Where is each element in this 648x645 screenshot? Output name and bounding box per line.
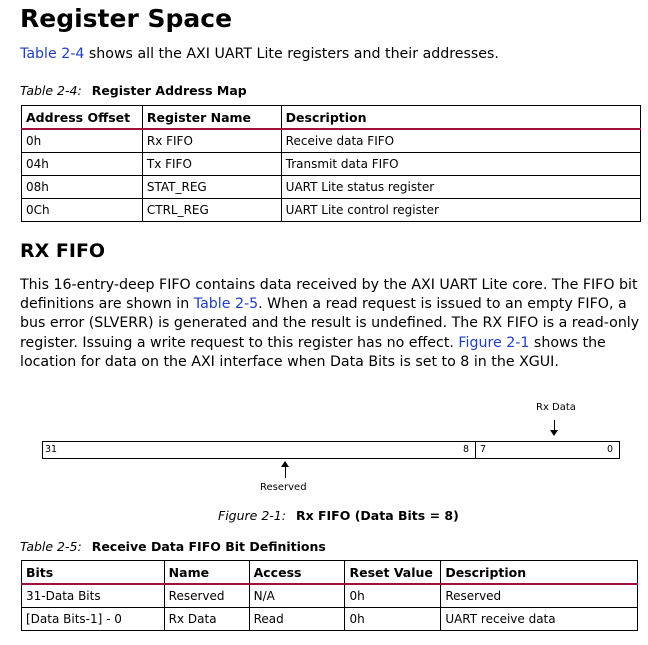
cell: 04h bbox=[22, 153, 143, 176]
cell: CTRL_REG bbox=[142, 199, 281, 222]
cell: 0h bbox=[345, 584, 441, 608]
paragraph-text: shows the location for data on the AXI interface when Data Bits is set to 8 in the XGUI. bbox=[20, 334, 606, 370]
table2-caption bbox=[20, 539, 326, 554]
figure-title: Rx FIFO (Data Bits = 8) bbox=[295, 508, 459, 523]
figure-label: Figure 2-1: bbox=[218, 508, 286, 523]
rx-data-field bbox=[475, 441, 620, 459]
table-header-row bbox=[22, 561, 638, 585]
col-header: Description bbox=[281, 106, 640, 130]
cell: 0h bbox=[22, 129, 143, 153]
cell: Reserved bbox=[164, 584, 249, 608]
col-header: Description bbox=[441, 561, 638, 585]
cell: UART Lite status register bbox=[281, 176, 640, 199]
table1-title: Register Address Map bbox=[91, 83, 247, 98]
cell: Read bbox=[249, 608, 345, 631]
col-header: Register Name bbox=[142, 106, 281, 130]
cell: Transmit data FIFO bbox=[281, 153, 640, 176]
reserved-field bbox=[42, 441, 476, 459]
cell: 0h bbox=[345, 608, 441, 631]
cell: 0Ch bbox=[22, 199, 143, 222]
rx-data-label: Rx Data bbox=[536, 402, 576, 413]
section-heading: RX FIFO bbox=[20, 240, 106, 262]
bit-8-label: 8 bbox=[463, 444, 470, 455]
bit-31-label: 31 bbox=[45, 444, 58, 455]
cell: 31-Data Bits bbox=[22, 584, 165, 608]
bit-0-label: 0 bbox=[607, 444, 614, 455]
table1-label: Table 2-4: bbox=[20, 83, 82, 98]
col-header: Name bbox=[164, 561, 249, 585]
cell: 08h bbox=[22, 176, 143, 199]
col-header: Bits bbox=[22, 561, 165, 585]
table2-label: Table 2-5: bbox=[20, 539, 82, 554]
cell: Tx FIFO bbox=[142, 153, 281, 176]
table-row bbox=[22, 129, 641, 153]
table1-caption bbox=[20, 83, 247, 98]
intro-text bbox=[20, 45, 644, 64]
rx-fifo-description bbox=[20, 276, 644, 372]
col-header: Address Offset bbox=[22, 106, 143, 130]
paragraph-text: This 16-entry-deep FIFO contains data received by the AXI UART Lite core. The FIFO bit definitions are shown in bbox=[20, 277, 638, 313]
cell: Rx Data bbox=[164, 608, 249, 631]
cell: UART receive data bbox=[441, 608, 638, 631]
cell: Rx FIFO bbox=[142, 129, 281, 153]
table-row bbox=[22, 608, 638, 631]
bit-7-label: 7 bbox=[480, 444, 487, 455]
table-2-5-link[interactable]: Table 2-5 bbox=[193, 296, 259, 313]
page-title: Register Space bbox=[20, 4, 233, 33]
cell: STAT_REG bbox=[142, 176, 281, 199]
figure-caption bbox=[218, 508, 459, 523]
figure-2-1-link[interactable]: Figure 2-1 bbox=[458, 334, 530, 351]
table-row bbox=[22, 153, 641, 176]
register-address-map-table bbox=[21, 105, 641, 222]
intro-body: shows all the AXI UART Lite registers and their addresses. bbox=[84, 46, 499, 62]
cell: [Data Bits-1] - 0 bbox=[22, 608, 165, 631]
reserved-label: Reserved bbox=[260, 482, 307, 493]
cell: N/A bbox=[249, 584, 345, 608]
arrow-down-icon bbox=[550, 430, 558, 436]
cell: UART Lite control register bbox=[281, 199, 640, 222]
col-header: Access bbox=[249, 561, 345, 585]
table-row bbox=[22, 584, 638, 608]
table2-title: Receive Data FIFO Bit Definitions bbox=[91, 539, 326, 554]
table-row bbox=[22, 199, 641, 222]
cell: Reserved bbox=[441, 584, 638, 608]
table-row bbox=[22, 176, 641, 199]
receive-fifo-bit-table bbox=[21, 560, 638, 631]
reserved-arrow bbox=[285, 466, 286, 478]
cell: Receive data FIFO bbox=[281, 129, 640, 153]
table-2-4-link[interactable]: Table 2-4 bbox=[20, 46, 85, 62]
paragraph-text: . When a read request is issued to an empty FIFO, a bus error (SLVERR) is generated and the result is undefined. The RX FIFO is a read-only register. Issuing a write request to this register has no effect. bbox=[20, 296, 640, 351]
col-header: Reset Value bbox=[345, 561, 441, 585]
table-header-row bbox=[22, 106, 641, 130]
